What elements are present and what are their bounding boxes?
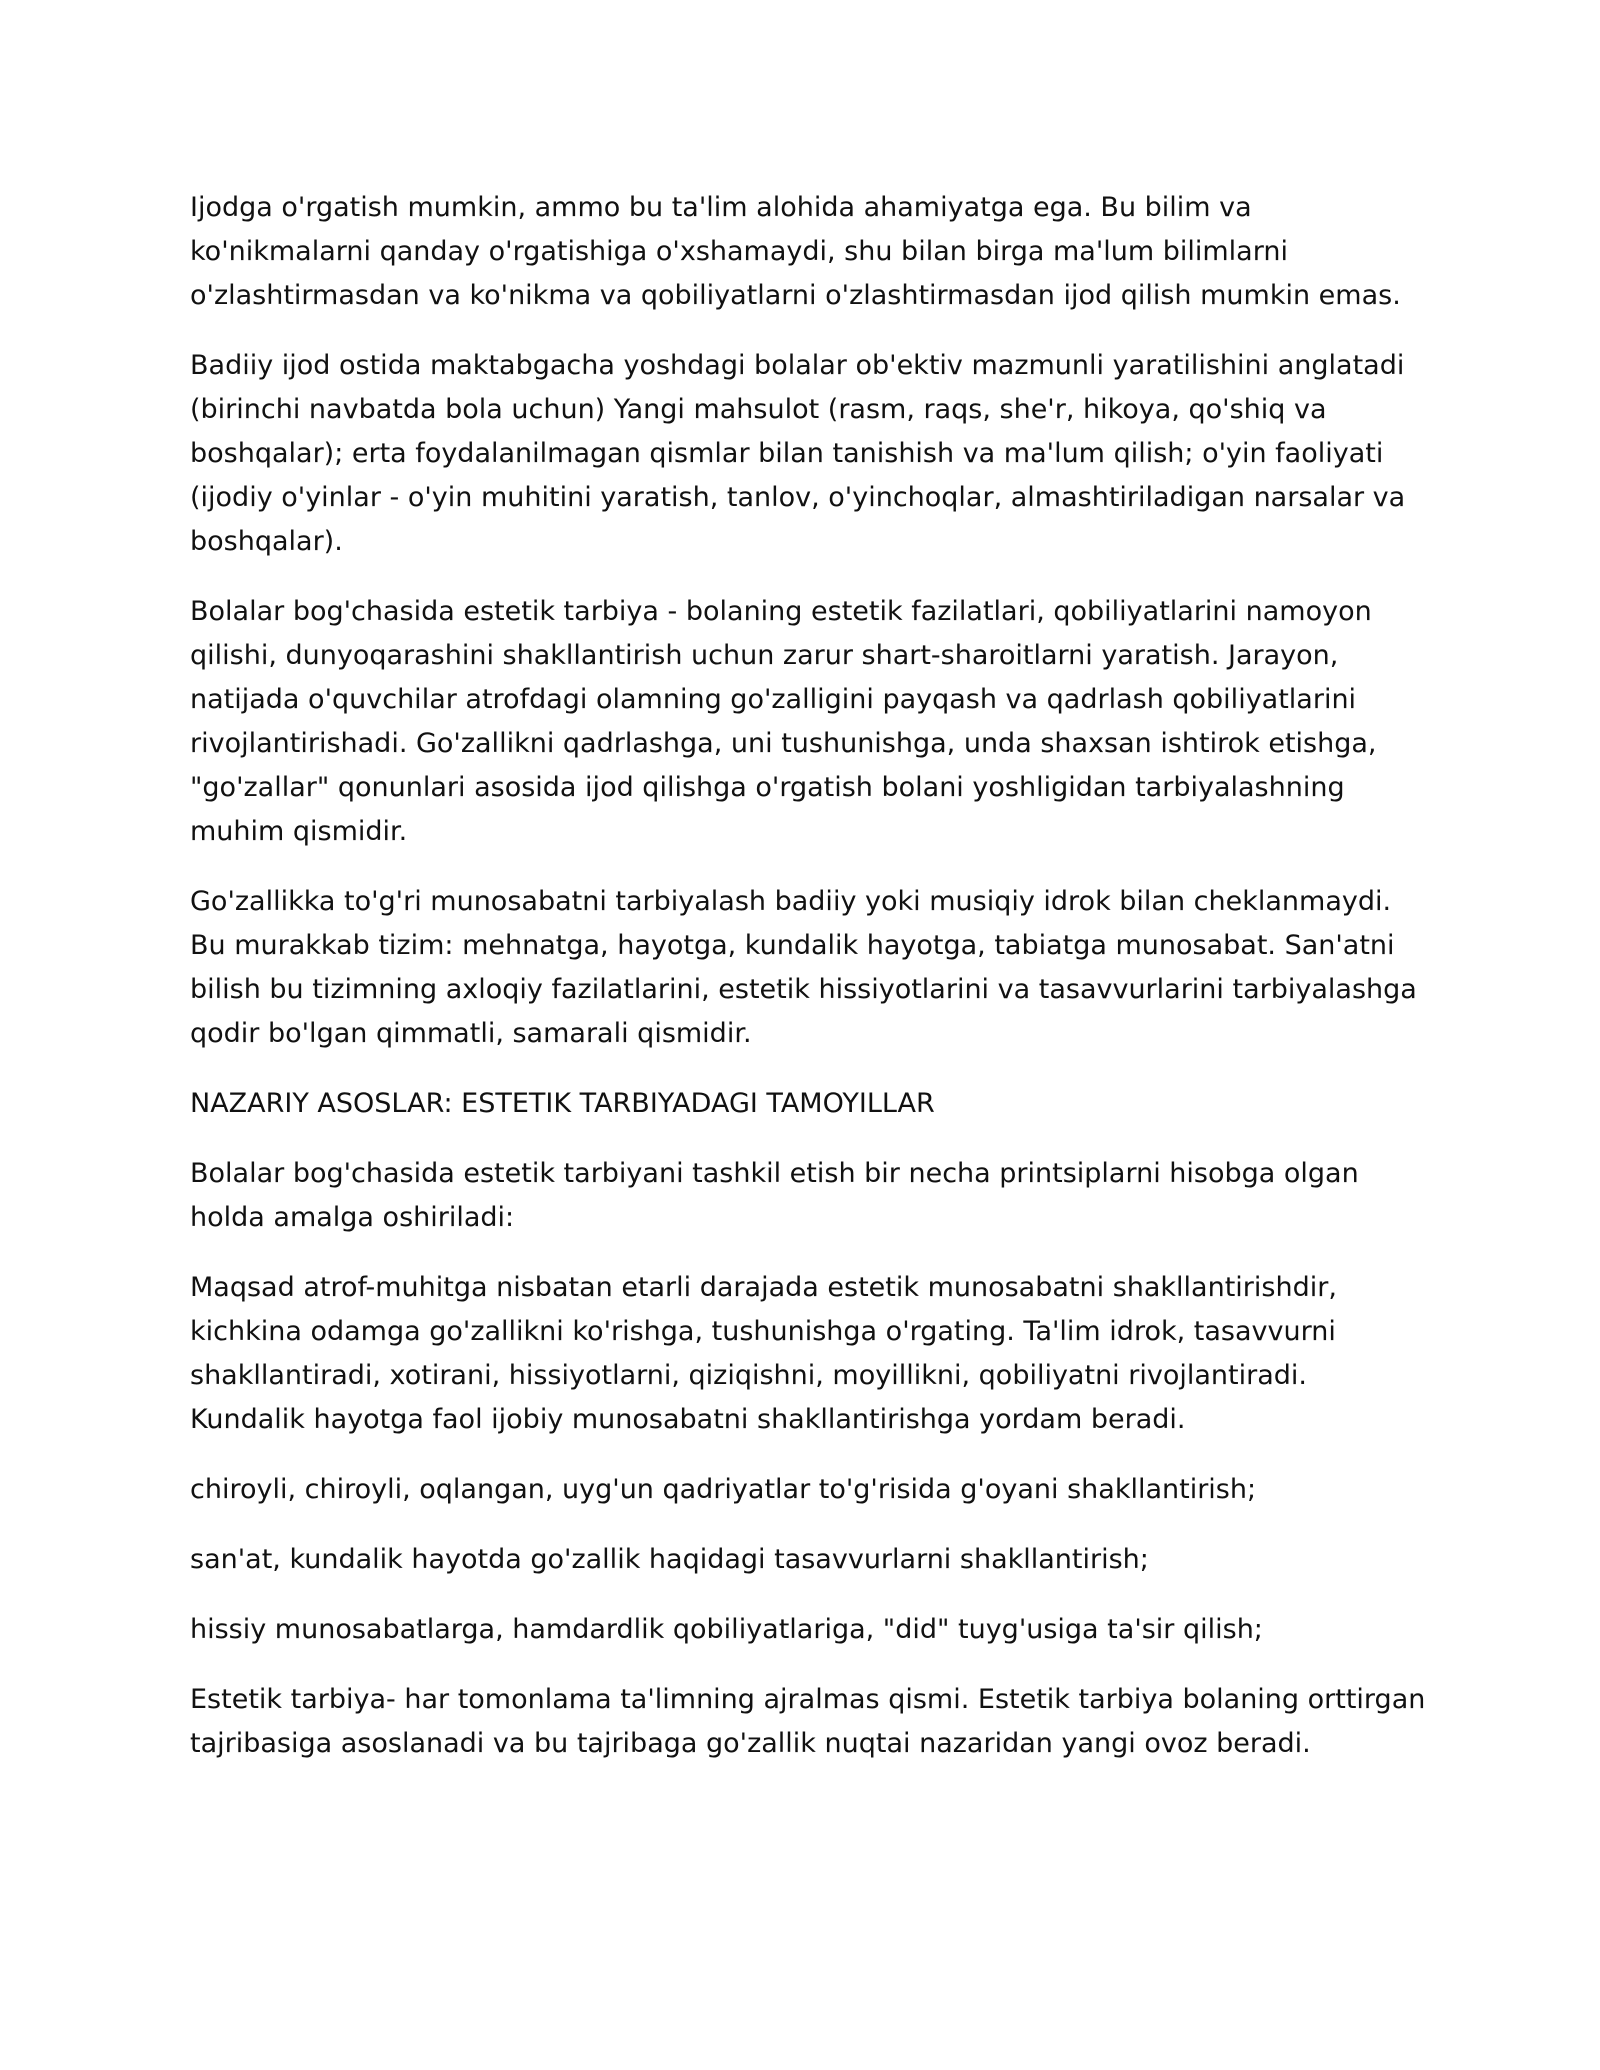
section-heading: NAZARIY ASOSLAR: ESTETIK TARBIYADAGI TAMOYILLAR: [190, 1088, 935, 1119]
list-line-1: chiroyli, chiroyli, oqlangan, uyg'un qadriyatlar to'g'risida g'oyani shakllantirish;: [190, 1474, 1257, 1505]
document-body: [190, 186, 1430, 1792]
paragraph-5: Bolalar bog'chasida estetik tarbiyani tashkil etish bir necha printsiplarni hisobga olgan holda amalga oshiriladi:: [190, 1158, 1359, 1233]
list-line-2: san'at, kundalik hayotda go'zallik haqidagi tasavvurlarni shakllantirish;: [190, 1544, 1149, 1575]
paragraph-1: Ijodga o'rgatish mumkin, ammo bu ta'lim alohida ahamiyatga ega. Bu bilim va ko'nikmalarni qanday o'rgatishiga o'xshamaydi, shu bilan birga ma'lum bilimlarni o'zlashtirmasdan va ko'nikma va qobiliyatlarni o'zlashtirmasdan ijod qilish mumkin emas.: [190, 192, 1401, 311]
paragraph-2: Badiiy ijod ostida maktabgacha yoshdagi bolalar ob'ektiv mazmunli yaratilishini anglatadi (birinchi navbatda bola uchun) Yangi mahsulot (rasm, raqs, she'r, hikoya, qo'shiq va boshqalar); erta foydalanilmagan qismlar bilan tanishish va ma'lum qilish; o'yin faoliyati (ijodiy o'yinlar - o'yin muhitini yaratish, tanlov, o'yinchoqlar, almashtiriladigan narsalar va boshqalar).: [190, 350, 1406, 557]
paragraph-6: Maqsad atrof-muhitga nisbatan etarli darajada estetik munosabatni shakllantirishdir, kichkina odamga go'zallikni ko'rishga, tushunishga o'rgating. Ta'lim idrok, tasavvurni shakllantiradi, xotirani, hissiyotlarni, qiziqishni, moyillikni, qobiliyatni rivojlantiradi. Kundalik hayotga faol ijobiy munosabatni shakllantirishga yordam beradi.: [190, 1272, 1337, 1435]
paragraph-7: Estetik tarbiya- har tomonlama ta'limning ajralmas qismi. Estetik tarbiya bolaning orttirgan tajribasiga asoslanadi va bu tajribaga go'zallik nuqtai nazaridan yangi ovoz beradi.: [190, 1684, 1426, 1759]
paragraph-3: Bolalar bog'chasida estetik tarbiya - bolaning estetik fazilatlari, qobiliyatlarini namoyon qilishi, dunyoqarashini shakllantirish uchun zarur shart-sharoitlarni yaratish. Jarayon, natijada o'quvchilar atrofdagi olamning go'zalligini payqash va qadrlash qobiliyatlarini rivojlantirishadi. Go'zallikni qadrlashga, uni tushunishga, unda shaxsan ishtirok etishga, "go'zallar" qonunlari asosida ijod qilishga o'rgatish bolani yoshligidan tarbiyalashning muhim qismidir.: [190, 596, 1377, 847]
list-line-3: hissiy munosabatlarga, hamdardlik qobiliyatlariga, "did" tuyg'usiga ta'sir qilish;: [190, 1614, 1263, 1645]
paragraph-4: Go'zallikka to'g'ri munosabatni tarbiyalash badiiy yoki musiqiy idrok bilan cheklanmaydi. Bu murakkab tizim: mehnatga, hayotga, kundalik hayotga, tabiatga munosabat. San'atni bilish bu tizimning axloqiy fazilatlarini, estetik hissiyotlarini va tasavvurlarini tarbiyalashga qodir bo'lgan qimmatli, samarali qismidir.: [190, 886, 1417, 1049]
